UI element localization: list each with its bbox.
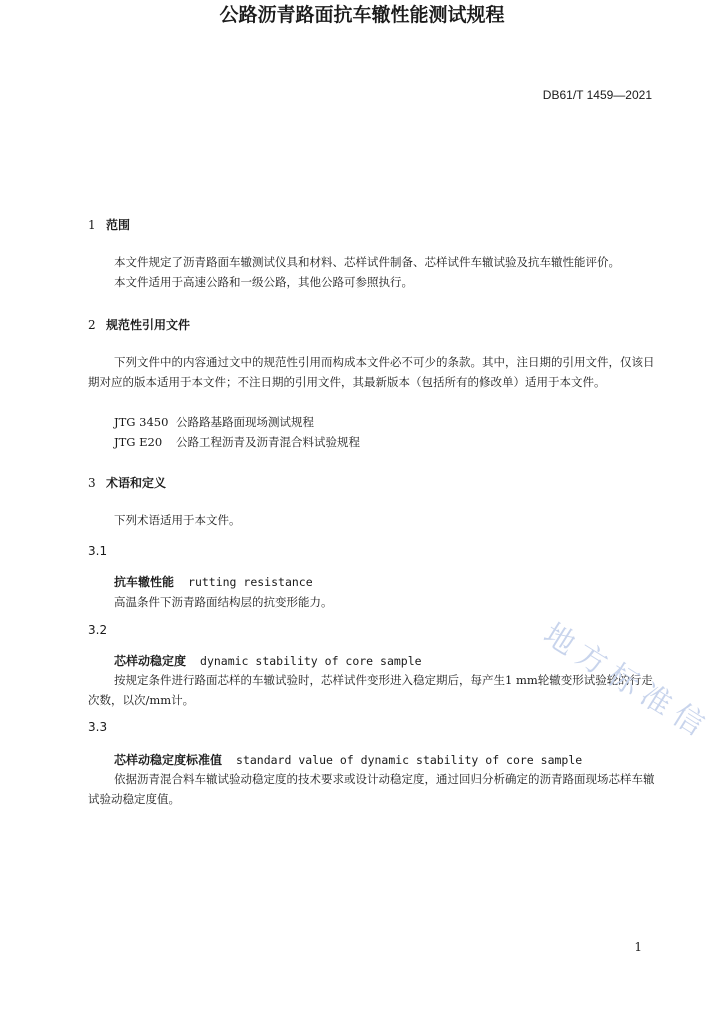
term-en: dynamic stability of core sample <box>200 654 422 668</box>
term-definition: 依据沥青混合料车辙试验动稳定度的技术要求或设计动稳定度，通过回归分析确定的沥青路面现场芯样车辙试验动稳定度值。 <box>88 772 655 806</box>
paragraph: 本文件适用于高速公路和一级公路，其他公路可参照执行。 <box>114 275 413 289</box>
reference-item <box>114 432 360 452</box>
reference-code: JTG 3450 <box>114 415 169 429</box>
term-number: 3.2 <box>88 623 108 637</box>
section-number: 1 <box>88 218 96 232</box>
section-3-heading <box>88 474 166 491</box>
term-en: standard value of dynamic stability of core sample <box>236 753 583 767</box>
reference-code: JTG E20 <box>114 435 163 449</box>
term-definition: 高温条件下沥青路面结构层的抗变形能力。 <box>114 595 333 609</box>
term-zh: 芯样动稳定度 <box>114 654 187 668</box>
paragraph: 本文件规定了沥青路面车辙测试仪具和材料、芯样试件制备、芯样试件车辙试验及抗车辙性能评价。 <box>114 255 620 269</box>
reference-title: 公路工程沥青及沥青混合料试验规程 <box>176 435 360 449</box>
term-zh: 抗车辙性能 <box>114 575 175 589</box>
paragraph: 下列术语适用于本文件。 <box>114 513 241 527</box>
page-number: 1 <box>634 940 642 954</box>
section-title: 范围 <box>106 218 131 232</box>
section-1-heading <box>88 216 130 233</box>
reference-title: 公路路基路面现场测试规程 <box>176 415 314 429</box>
term-number: 3.1 <box>88 544 108 558</box>
watermark: 地方标准信 <box>537 616 717 748</box>
section-title: 术语和定义 <box>106 476 167 490</box>
paragraph: 下列文件中的内容通过文中的规范性引用而构成本文件必不可少的条款。其中，注日期的引用文件，仅该日期对应的版本适用于本文件；不注日期的引用文件，其最新版本（包括所有的修改单）适用于本文件。 <box>88 355 655 389</box>
section-title: 规范性引用文件 <box>106 318 191 332</box>
term-number: 3.3 <box>88 720 108 734</box>
term-heading <box>114 573 313 590</box>
document-title: 公路沥青路面抗车辙性能测试规程 <box>219 4 505 26</box>
term-heading <box>114 652 422 669</box>
term-en: rutting resistance <box>188 575 313 589</box>
section-2-heading <box>88 316 190 333</box>
reference-item <box>114 412 314 432</box>
document-code: DB61/T 1459—2021 <box>542 88 652 102</box>
section-number: 2 <box>88 318 96 332</box>
term-zh: 芯样动稳定度标准值 <box>114 753 223 767</box>
term-heading <box>114 751 582 768</box>
term-definition: 按规定条件进行路面芯样的车辙试验时，芯样试件变形进入稳定期后，每产生1 mm轮辙变形试验轮的行走次数，以次/mm计。 <box>88 673 653 707</box>
section-number: 3 <box>88 476 96 490</box>
